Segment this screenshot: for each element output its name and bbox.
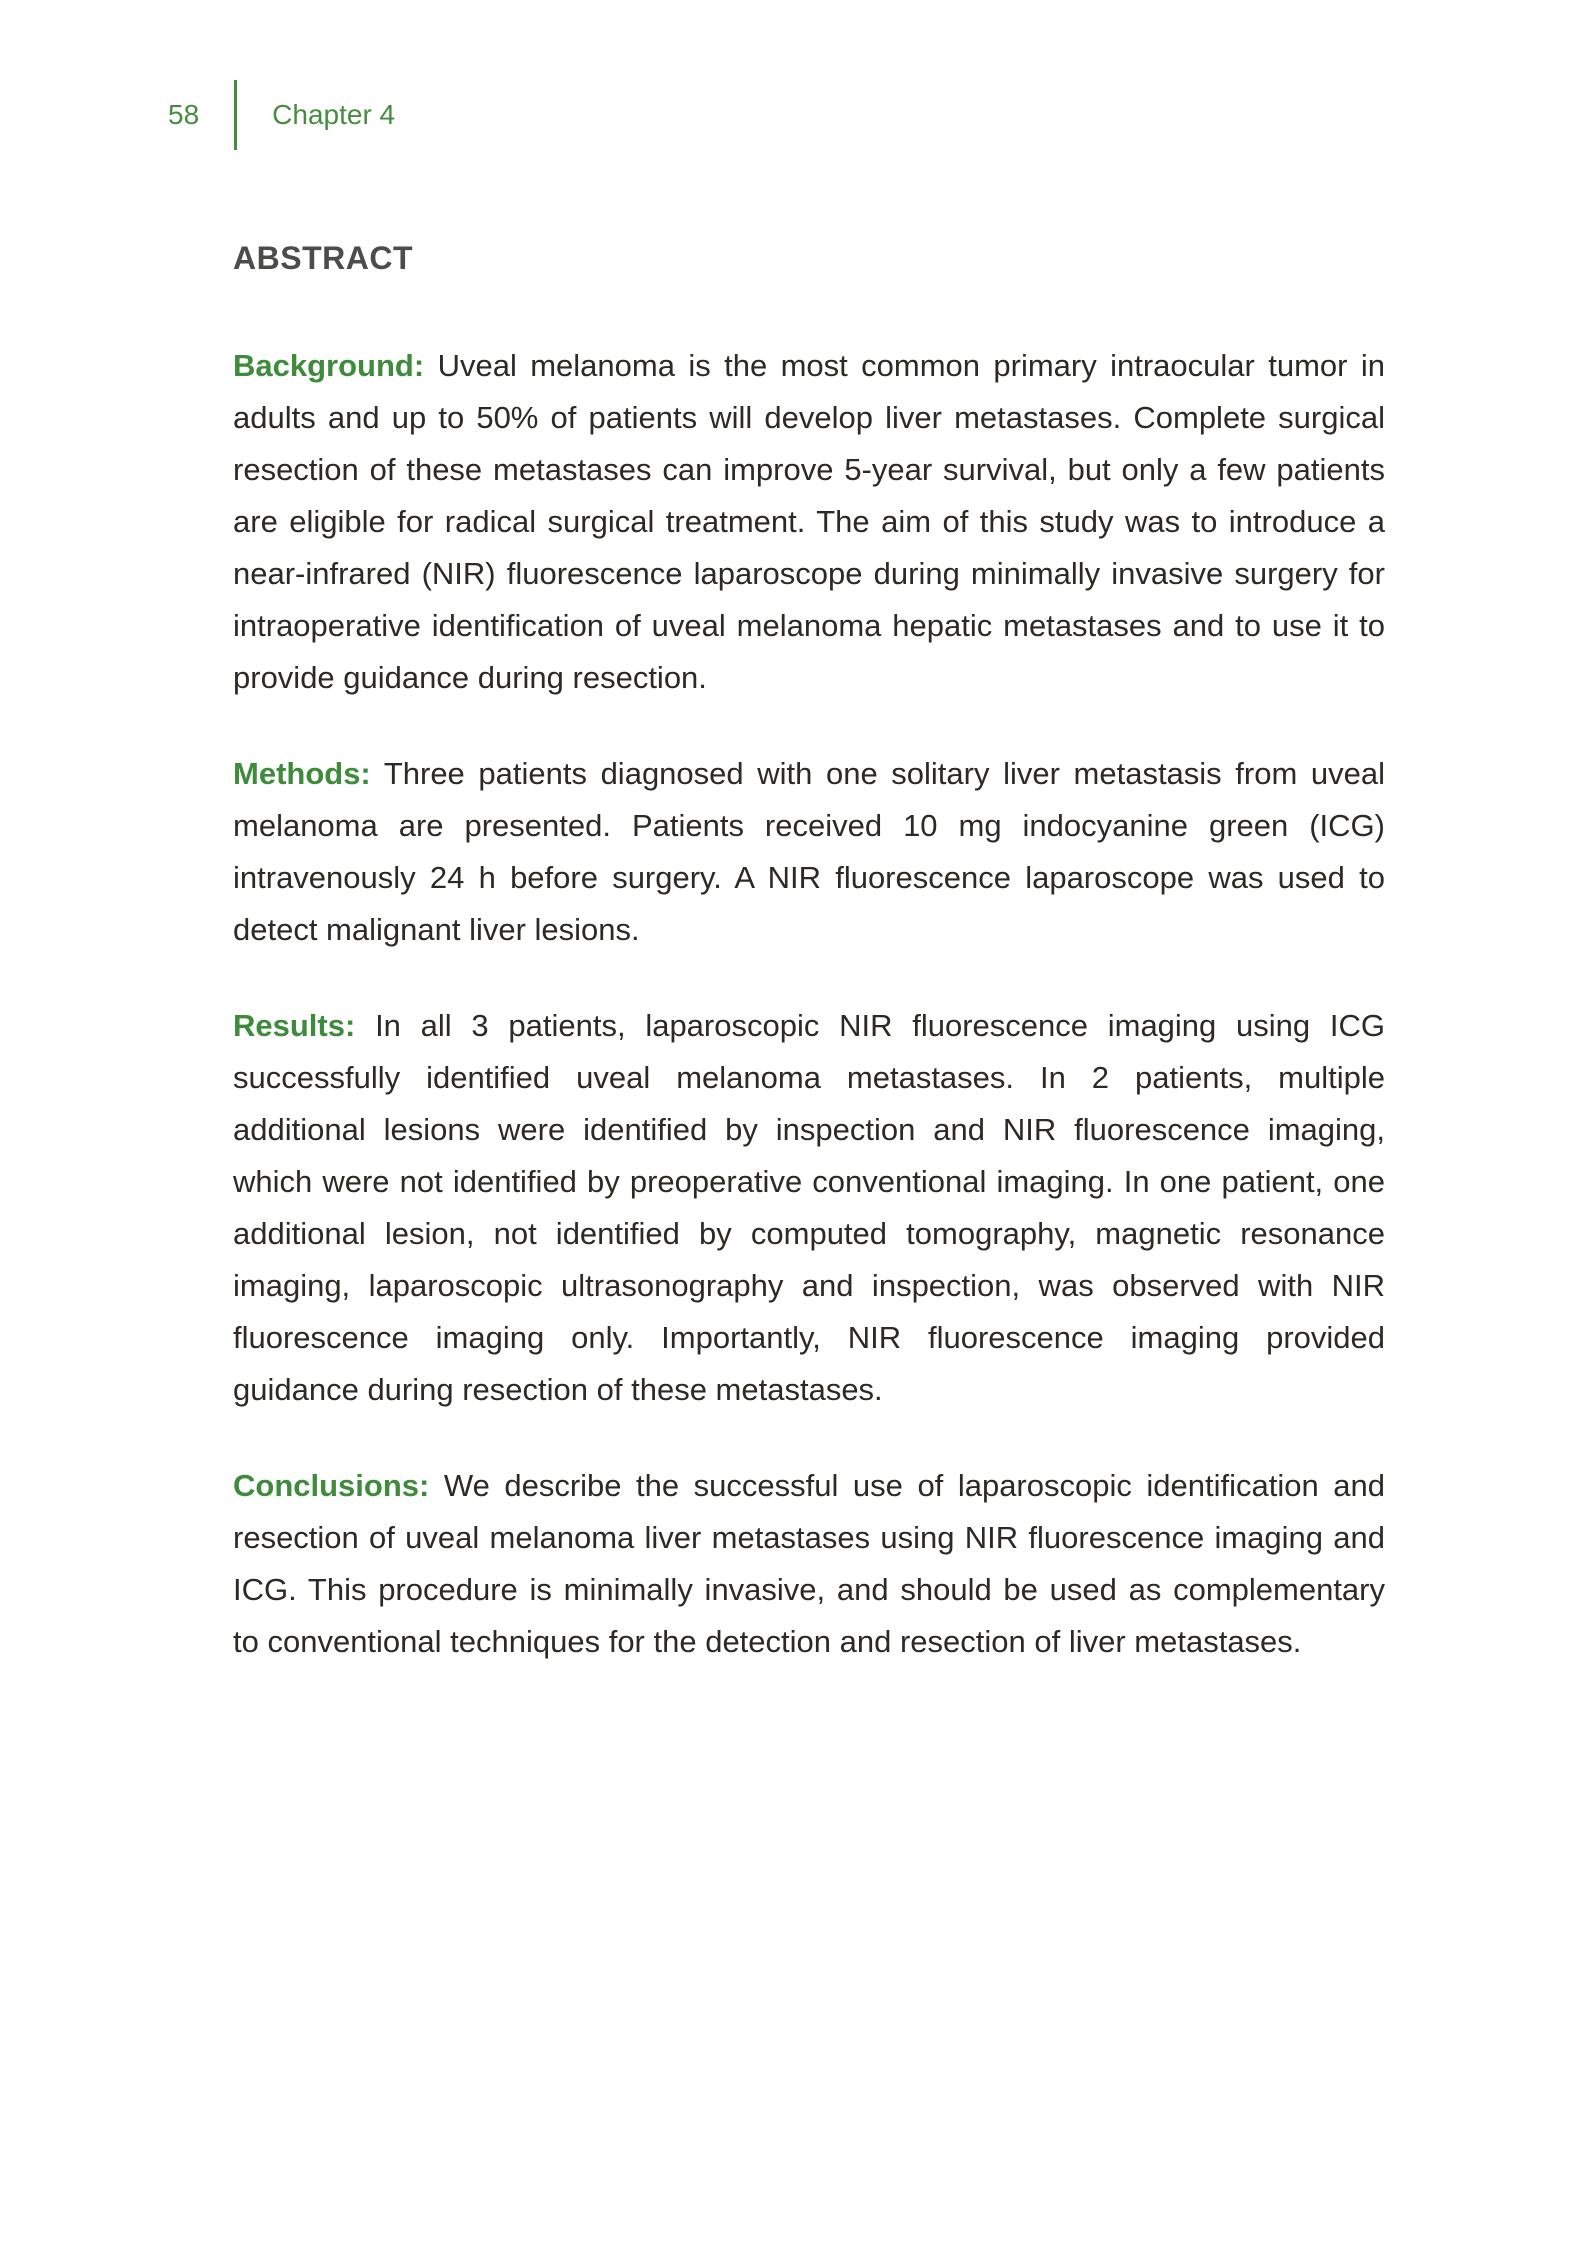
- running-head: [168, 80, 395, 150]
- background-text: Uveal melanoma is the most common primary intraocular tumor in adults and up to 50% of patients will develop liver metastases. Complete surgical resection of these metastases can improve 5-year survival, but only a few patients are eligible for radical surgical treatment. The aim of this study was to introduce a near-infrared (NIR) fluorescence laparoscope during minimally invasive surgery for intraoperative identification of uveal melanoma hepatic metastases and to use it to provide guidance during resection.: [233, 348, 1385, 695]
- results-text: In all 3 patients, laparoscopic NIR fluorescence imaging using ICG successfully identified uveal melanoma metastases. In 2 patients, multiple additional lesions were identified by inspection and NIR fluorescence imaging, which were not identified by preoperative conventional imaging. In one patient, one additional lesion, not identified by computed tomography, magnetic resonance imaging, laparoscopic ultrasonography and inspection, was observed with NIR fluorescence imaging only. Importantly, NIR fluorescence imaging provided guidance during resection of these metastases.: [233, 1008, 1385, 1407]
- conclusions-label: Conclusions:: [233, 1468, 430, 1503]
- methods-paragraph: [233, 748, 1385, 956]
- results-label: Results:: [233, 1008, 356, 1043]
- results-paragraph: [233, 1000, 1385, 1416]
- conclusions-text: We describe the successful use of laparoscopic identification and resection of uveal melanoma liver metastases using NIR fluorescence imaging and ICG. This procedure is minimally invasive, and should be used as complementary to conventional techniques for the detection and resection of liver metastases.: [233, 1468, 1385, 1659]
- background-label: Background:: [233, 348, 425, 383]
- abstract-content: [233, 240, 1385, 1668]
- conclusions-paragraph: [233, 1460, 1385, 1668]
- page-number: 58: [168, 99, 200, 130]
- background-paragraph: [233, 340, 1385, 704]
- chapter-label: Chapter 4: [272, 99, 396, 130]
- methods-text: Three patients diagnosed with one solitary liver metastasis from uveal melanoma are presented. Patients received 10 mg indocyanine green (ICG) intravenously 24 h before surgery. A NIR fluorescence laparoscope was used to detect malignant liver lesions.: [233, 756, 1385, 947]
- methods-label: Methods:: [233, 756, 371, 791]
- abstract-heading: ABSTRACT: [233, 240, 413, 276]
- header-divider: [234, 80, 237, 150]
